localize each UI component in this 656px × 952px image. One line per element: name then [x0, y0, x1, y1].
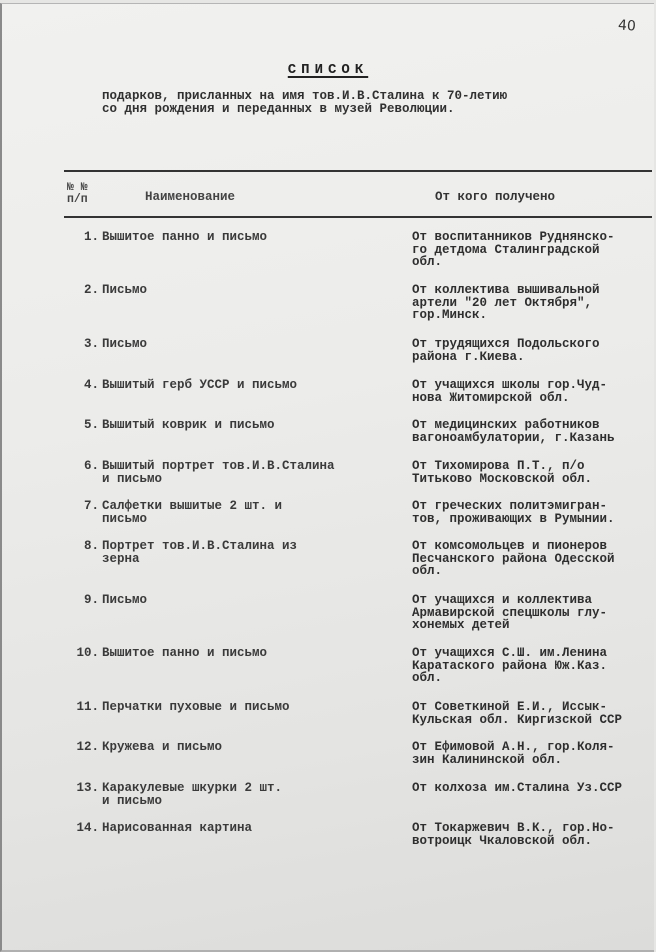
row-number: 11. — [76, 700, 99, 714]
row-number: 6. — [83, 459, 99, 473]
row-gift-name: Кружева и письмо — [102, 740, 223, 754]
folio-number: 40 — [617, 17, 637, 35]
document-page — [0, 3, 654, 952]
row-gift-name: Вышитый портрет тов.И.В.Сталина и письмо — [102, 459, 335, 486]
row-sender: От греческих политэмигран- тов, проживающих в Румынии. — [412, 499, 615, 526]
row-sender: От воспитанников Руднянско- го детдома Сталинградской обл. — [412, 230, 615, 269]
row-number: 2. — [83, 283, 99, 297]
row-number: 7. — [83, 499, 99, 513]
row-sender: От коллектива вышивальной артели "20 лет Октября", гор.Минск. — [412, 283, 600, 322]
row-sender: От учащихся С.Ш. им.Ленина Каратаского района Юж.Каз. обл. — [412, 646, 608, 685]
row-gift-name: Нарисованная картина — [102, 821, 253, 835]
table-top-rule — [64, 170, 652, 172]
row-sender: От учащихся школы гор.Чуд- нова Житомирской обл. — [412, 378, 608, 405]
row-number: 1. — [83, 230, 99, 244]
row-number: 10. — [76, 646, 99, 660]
row-number: 9. — [83, 593, 99, 607]
row-gift-name: Вышитое панно и письмо — [102, 230, 268, 244]
row-gift-name: Письмо — [102, 283, 148, 297]
row-number: 5. — [83, 418, 99, 432]
table-header-rule — [64, 216, 652, 218]
row-gift-name: Портрет тов.И.В.Сталина из зерна — [102, 539, 298, 566]
column-header-from: От кого получено — [435, 190, 556, 204]
document-title: СПИСОК — [287, 62, 369, 78]
row-sender: От колхоза им.Сталина Уз.ССР — [412, 781, 623, 795]
row-sender: От медицинских работников вагоноамбулатории, г.Казань — [412, 418, 615, 445]
row-sender: От Ефимовой А.Н., гор.Коля- зин Калининской обл. — [412, 740, 615, 767]
row-gift-name: Вышитое панно и письмо — [102, 646, 268, 660]
row-number: 4. — [83, 378, 99, 392]
row-gift-name: Вышитый герб УССР и письмо — [102, 378, 298, 392]
row-sender: От Тихомирова П.Т., п/о Титьково Московской обл. — [412, 459, 593, 486]
row-number: 14. — [76, 821, 99, 835]
row-gift-name: Письмо — [102, 337, 148, 351]
row-number: 13. — [76, 781, 99, 795]
row-gift-name: Салфетки вышитые 2 шт. и письмо — [102, 499, 283, 526]
row-sender: От трудящихся Подольского района г.Киева. — [412, 337, 600, 364]
row-sender: От комсомольцев и пионеров Песчанского района Одесской обл. — [412, 539, 615, 578]
column-header-name: Наименование — [145, 190, 236, 204]
row-gift-name: Каракулевые шкурки 2 шт. и письмо — [102, 781, 283, 808]
row-number: 12. — [76, 740, 99, 754]
row-gift-name: Письмо — [102, 593, 148, 607]
row-gift-name: Вышитый коврик и письмо — [102, 418, 275, 432]
row-sender: От Токаржевич В.К., гор.Но- вотроицк Чкаловской обл. — [412, 821, 615, 848]
row-gift-name: Перчатки пуховые и письмо — [102, 700, 290, 714]
document-subtitle: подарков, присланных на имя тов.И.В.Сталина к 70-летию со дня рождения и переданных в музей Революции. — [102, 89, 508, 116]
row-sender: От учащихся и коллектива Армавирской спецшколы глу- хонемых детей — [412, 593, 608, 632]
column-header-number: № № п/п — [67, 181, 88, 206]
row-sender: От Советкиной Е.И., Иссык- Кульская обл. Киргизской ССР — [412, 700, 623, 727]
row-number: 3. — [83, 337, 99, 351]
row-number: 8. — [83, 539, 99, 553]
